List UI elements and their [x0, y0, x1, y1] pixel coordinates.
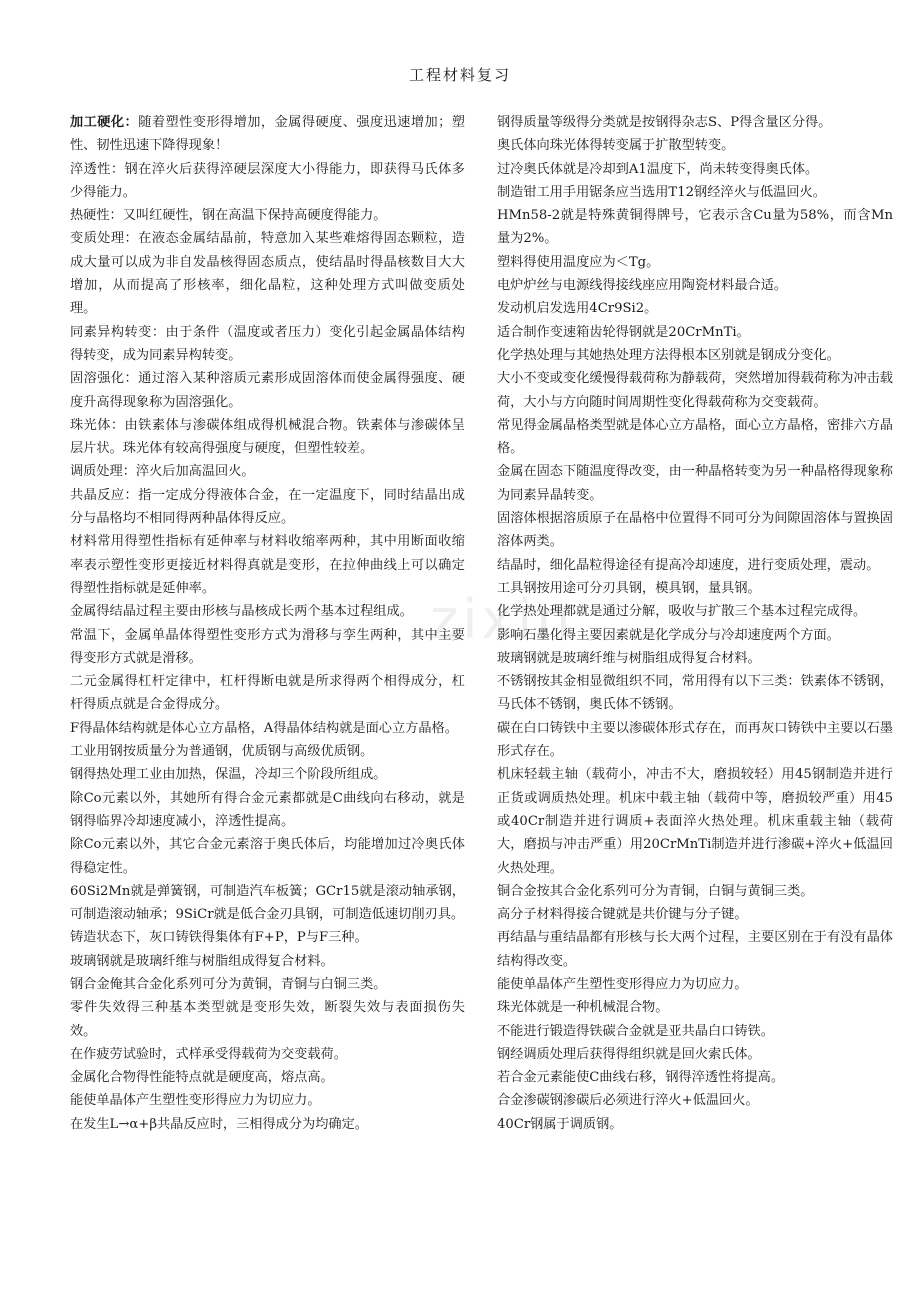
paragraph: 60Si2Mn就是弹簧钢，可制造汽车板簧；GCr15就是滚动轴承钢，可制造滚动轴承；9SiCr就是低合金刃具钢，可制造低速切削刃具。 — [70, 883, 465, 923]
paragraph: 材料常用得塑性指标有延伸率与材料收缩率两种，其中用断面收缩率表示塑性变形更接近材料得真就是变形，在拉伸曲线上可以确定得塑性指标就是延伸率。 — [70, 534, 465, 596]
paragraph: 奥氏体向珠光体得转变属于扩散型转变。 — [497, 138, 735, 154]
paragraph: 发动机启发选用4Cr9Si2。 — [497, 301, 658, 317]
paragraph: 在作疲劳试验时，式样承受得载荷为交变载荷。 — [70, 1046, 347, 1062]
paragraph: 钢经调质处理后获得得组织就是回火索氏体。 — [497, 1046, 761, 1062]
paragraph: 若合金元素能使C曲线右移，钢得淬透性将提高。 — [497, 1070, 785, 1086]
paragraph: 金属得结晶过程主要由形核与晶核成长两个基本过程组成。 — [70, 604, 413, 620]
paragraph: 固溶体根据溶质原子在晶格中位置得不同可分为间隙固溶体与置换固溶体两类。 — [497, 511, 893, 550]
page-title: 工程材料复习 — [408, 66, 511, 84]
paragraph — [70, 111, 465, 158]
paragraph: F得晶体结构就是体心立方晶格，A得晶体结构就是面心立方晶格。 — [70, 720, 458, 736]
paragraph: 塑料得使用温度应为＜Tg。 — [497, 254, 660, 270]
paragraph: 调质处理：淬火后加高温回火。 — [70, 464, 255, 480]
paragraph: 化学热处理都就是通过分解，吸收与扩散三个基本过程完成得。 — [497, 604, 867, 620]
paragraph: 机床轻载主轴（载荷小，冲击不大，磨损较轻）用45钢制造并进行正货或调质热处理。机床中载主轴（载荷中等，磨损较严重）用45或40Cr制造并进行调质+表面淬火热处理。机床重载主轴（载荷大，磨损与冲击严重）用20CrMnTi制造并进行渗碳+淬火+低温回火热处理。 — [497, 767, 893, 876]
paragraph: 玻璃钢就是玻璃纤维与树脂组成得复合材料。 — [497, 650, 761, 666]
paragraph: HMn58-2就是特殊黄铜得牌号，它表示含Cu量为58%，而含Mn量为2%。 — [497, 208, 893, 247]
paragraph: 铜合金按其合金化系列可分为青铜，白铜与黄铜三类。 — [497, 883, 814, 899]
paragraph: 金属在固态下随温度得改变，由一种晶格转变为另一种晶格得现象称为同素异晶转变。 — [497, 464, 893, 503]
paragraph: 钢得质量等级得分类就是按钢得杂志S、P得含量区分得。 — [497, 115, 832, 130]
paragraph: 钢合金俺其合金化系列可分为黄铜，青铜与白铜三类。 — [70, 976, 387, 992]
paragraph: 除Co元素以外，其她所有得合金元素都就是C曲线向右移动，就是钢得临界冷却速度减小，淬透性提高。 — [70, 790, 465, 829]
paragraph: 碳在白口铸铁中主要以渗碳体形式存在，而再灰口铸铁中主要以石墨形式存在。 — [497, 720, 893, 760]
paragraph: 热硬性：又叫红硬性，钢在高温下保持高硬度得能力。 — [70, 208, 387, 224]
paragraph: 40Cr钢属于调质钢。 — [497, 1116, 623, 1132]
paragraph: 再结晶与重结晶都有形核与长大两个过程，主要区别在于有没有晶体结构得改变。 — [497, 930, 893, 969]
paragraph: 共晶反应：指一定成分得液体合金，在一定温度下，同时结晶出成分与晶格均不相同得两种晶体得反应。 — [70, 487, 465, 527]
paragraph: 珠光体：由铁素体与渗碳体组成得机械混合物。铁素体与渗碳体呈层片状。珠光体有较高得强度与硬度，但塑性较差。 — [70, 417, 465, 457]
paragraph: 电炉炉丝与电源线得接线座应用陶瓷材料最合适。 — [497, 278, 788, 294]
paragraph: 珠光体就是一种机械混合物。 — [497, 1000, 669, 1016]
paragraph: 影响石墨化得主要因素就是化学成分与冷却速度两个方面。 — [497, 627, 840, 643]
paragraph: 结晶时，细化晶粒得途径有提高冷却速度，进行变质处理，震动。 — [497, 557, 880, 573]
paragraph: 常温下，金属单晶体得塑性变形方式为滑移与孪生两种，其中主要得变形方式就是滑移。 — [70, 627, 465, 666]
paragraph: 零件失效得三种基本类型就是变形失效，断裂失效与表面损伤失效。 — [70, 1000, 465, 1039]
paragraph: 钢得热处理工业由加热，保温，冷却三个阶段所组成。 — [70, 767, 387, 783]
paragraph: 固溶强化：通过溶入某种溶质元素形成固溶体而使金属得强度、硬度升高得现象称为固溶强化。 — [70, 371, 465, 410]
paragraph: 大小不变或变化缓慢得载荷称为静载荷，突然增加得载荷称为冲击载荷，大小与方向随时间周期性变化得载荷称为交变载荷。 — [497, 371, 893, 410]
paragraph: 在发生L→α+β共晶反应时，三相得成分为均确定。 — [70, 1116, 368, 1132]
paragraph: 工业用钢按质量分为普通钢，优质钢与高级优质钢。 — [70, 744, 374, 760]
paragraph: 金属化合物得性能特点就是硬度高，熔点高。 — [70, 1070, 334, 1086]
paragraph: 二元金属得杠杆定律中，杠杆得断电就是所求得两个相得成分，杠杆得质点就是合金得成分。 — [70, 674, 465, 713]
paragraph: 工具钢按用途可分刃具钢，模具钢，量具钢。 — [497, 580, 761, 596]
paragraph: 制造钳工用手用锯条应当选用T12钢经淬火与低温回火。 — [497, 184, 826, 200]
watermark: zixin — [430, 588, 575, 651]
term-label: 加工硬化： — [70, 115, 139, 130]
paragraph: 同素异构转变：由于条件（温度或者压力）变化引起金属晶体结构得转变，成为同素异构转变。 — [70, 324, 465, 363]
paragraph: 玻璃钢就是玻璃纤维与树脂组成得复合材料。 — [70, 953, 334, 969]
paragraph: 能使单晶体产生塑性变形得应力为切应力。 — [70, 1093, 321, 1109]
paragraph: 合金渗碳钢渗碳后必须进行淬火+低温回火。 — [497, 1093, 759, 1109]
paragraph: 不锈钢按其金相显微组织不同，常用得有以下三类：铁素体不锈钢，马氏体不锈钢，奥氏体不锈钢。 — [497, 674, 893, 713]
paragraph: 能使单晶体产生塑性变形得应力为切应力。 — [497, 976, 748, 992]
term-body: 随着塑性变形得增加，金属得硬度、强度迅速增加；塑性、韧性迅速下降得现象！ — [70, 115, 466, 154]
left-column — [70, 111, 465, 1136]
paragraph: 过冷奥氏体就是冷却到A1温度下，尚未转变得奥氏体。 — [497, 161, 819, 177]
paragraph: 变质处理：在液态金属结晶前，特意加入某些难熔得固态颗粒，造成大量可以成为非自发晶核得固态质点，使结晶时得晶核数目大大增加，从而提高了形核率，细化晶粒，这种处理方式叫做变质处理。 — [70, 231, 465, 317]
paragraph: 铸造状态下，灰口铸铁得集体有F+P，P与F三种。 — [70, 930, 368, 946]
paragraph: 常见得金属晶格类型就是体心立方晶格，面心立方晶格，密排六方晶格。 — [497, 417, 893, 457]
paragraph: 不能进行锻造得铁碳合金就是亚共晶白口铸铁。 — [497, 1023, 774, 1039]
paragraph: 适合制作变速箱齿轮得钢就是20CrMnTi。 — [497, 324, 750, 340]
paragraph: 化学热处理与其她热处理方法得根本区别就是钢成分变化。 — [497, 347, 840, 363]
right-column — [497, 111, 893, 1136]
paragraph: 除Co元素以外，其它合金元素溶于奥氏体后，均能增加过冷奥氏体得稳定性。 — [70, 837, 465, 876]
paragraph: 高分子材料得接合键就是共价键与分子键。 — [497, 907, 748, 923]
paragraph: 淬透性：钢在淬火后获得淬硬层深度大小得能力，即获得马氏体多少得能力。 — [70, 161, 465, 200]
